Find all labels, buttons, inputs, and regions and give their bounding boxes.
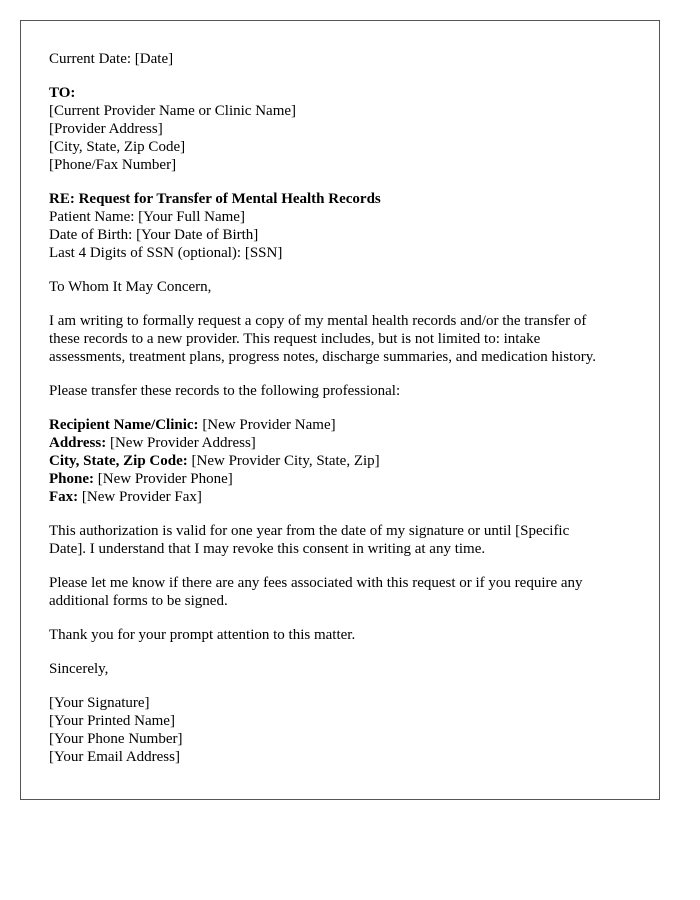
recipient-city-line: City, State, Zip Code: [New Provider City, State, Zip] — [49, 453, 380, 469]
to-heading: TO: — [49, 85, 76, 101]
to-block — [49, 84, 631, 174]
provider-city-line: [City, State, Zip Code] — [49, 139, 186, 155]
recipient-address-line: Address: [New Provider Address] — [49, 435, 256, 451]
authorization-line-1: This authorization is valid for one year from the date of my signature or until [Specific — [49, 523, 570, 539]
authorization-line-2: Date]. I understand that I may revoke this consent in writing at any time. — [49, 541, 486, 557]
request-paragraph — [49, 312, 631, 366]
letter-document — [20, 20, 660, 800]
date-of-birth-line: Date of Birth: [Your Date of Birth] — [49, 227, 259, 243]
recipient-block — [49, 416, 631, 506]
current-date: Current Date: [Date] — [49, 51, 174, 67]
re-heading: RE: Request for Transfer of Mental Health Records — [49, 191, 381, 207]
signature-block — [49, 694, 631, 766]
provider-phone-line: [Phone/Fax Number] — [49, 157, 177, 173]
provider-address-line: [Provider Address] — [49, 121, 163, 137]
authorization-paragraph — [49, 522, 631, 558]
recipient-fax-line: Fax: [New Provider Fax] — [49, 489, 202, 505]
fees-paragraph — [49, 574, 631, 610]
email-address-line: [Your Email Address] — [49, 749, 180, 765]
patient-name-line: Patient Name: [Your Full Name] — [49, 209, 245, 225]
signature-line: [Your Signature] — [49, 695, 150, 711]
recipient-phone-line: Phone: [New Provider Phone] — [49, 471, 233, 487]
thanks-line: Thank you for your prompt attention to this matter. — [49, 627, 356, 643]
ssn-line: Last 4 Digits of SSN (optional): [SSN] — [49, 245, 283, 261]
phone-number-line: [Your Phone Number] — [49, 731, 183, 747]
closing: Sincerely, — [49, 661, 109, 677]
date-line — [49, 50, 631, 68]
fees-line-1: Please let me know if there are any fees associated with this request or if you require any — [49, 575, 583, 591]
salutation: To Whom It May Concern, — [49, 279, 212, 295]
recipient-name-line: Recipient Name/Clinic: [New Provider Name] — [49, 417, 336, 433]
transfer-intro: Please transfer these records to the following professional: — [49, 383, 401, 399]
fees-line-2: additional forms to be signed. — [49, 593, 228, 609]
re-block — [49, 190, 631, 262]
request-line-3: assessments, treatment plans, progress notes, discharge summaries, and medication history. — [49, 349, 596, 365]
printed-name-line: [Your Printed Name] — [49, 713, 175, 729]
request-line-2: these records to a new provider. This request includes, but is not limited to: intake — [49, 331, 541, 347]
provider-name-line: [Current Provider Name or Clinic Name] — [49, 103, 297, 119]
request-line-1: I am writing to formally request a copy of my mental health records and/or the transfer of — [49, 313, 587, 329]
